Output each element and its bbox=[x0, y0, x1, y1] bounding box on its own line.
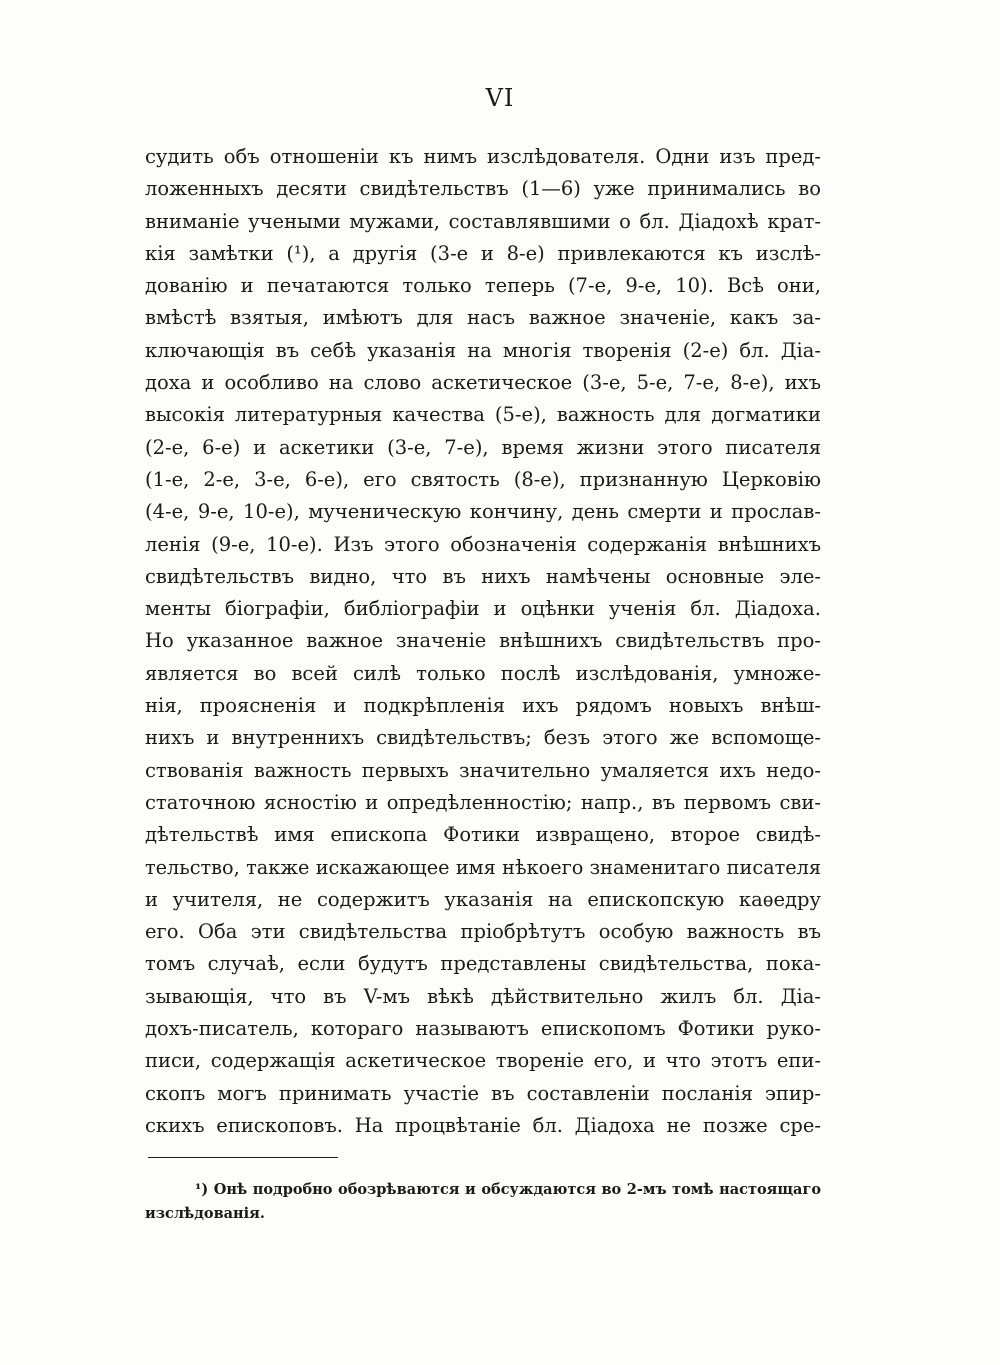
text-line: нія, проясненія и подкрѣпленія ихъ рядомъ новыхъ внѣш- bbox=[145, 694, 821, 718]
text-line: высокія литературныя качества (5-е), важность для догматики bbox=[145, 403, 821, 427]
text-line: (1-е, 2-е, 3-е, 6-е), его святость (8-е), признанную Церковію bbox=[145, 467, 821, 491]
text-line: скихъ епископовъ. На процвѣтаніе бл. Діадоха не позже сре- bbox=[145, 1113, 821, 1137]
page-number: VI bbox=[485, 84, 515, 112]
text-line: судить объ отношеніи къ нимъ изслѣдователя. Одни изъ пред- bbox=[145, 145, 821, 168]
text-line: писи, содержащія аскетическое твореніе его, и что этотъ епи- bbox=[145, 1049, 821, 1073]
footnote bbox=[145, 1178, 821, 1226]
text-line: его. Оба эти свидѣтельства пріобрѣтутъ особую важность въ bbox=[145, 920, 821, 944]
text-line: доха и особливо на слово аскетическое (3-е, 5-е, 7-е, 8-е), ихъ bbox=[145, 371, 821, 395]
text-line: ленія (9-е, 10-е). Изъ этого обозначенія содержанія внѣшнихъ bbox=[145, 532, 821, 556]
text-line: и учителя, не содержитъ указанія на епископскую каѳедру bbox=[145, 887, 821, 911]
text-line: скопъ могъ принимать участіе въ составленіи посланія эпир- bbox=[145, 1081, 821, 1105]
text-line: свидѣтельствъ видно, что въ нихъ намѣчены основные эле- bbox=[145, 564, 821, 588]
text-line: (4-е, 9-е, 10-е), мученическую кончину, день смерти и прослав- bbox=[145, 500, 821, 524]
footnote-line: ¹) Онѣ подробно обозрѣваются и обсуждаются во 2-мъ томѣ настоящаго bbox=[195, 1181, 821, 1198]
text-line: вниманіе учеными мужами, составлявшими о бл. Діадохѣ крат- bbox=[145, 209, 821, 233]
text-line: дохъ-писатель, котораго называютъ епископомъ Фотики руко- bbox=[145, 1017, 821, 1041]
text-line: (2-е, 6-е) и аскетики (3-е, 7-е), время жизни этого писателя bbox=[145, 435, 821, 459]
text-line: статочною ясностію и опредѣленностію; напр., въ первомъ сви- bbox=[145, 790, 821, 814]
text-line: вмѣстѣ взятыя, имѣютъ для насъ важное значеніе, какъ за- bbox=[145, 306, 821, 330]
text-line: нихъ и внутреннихъ свидѣтельствъ; безъ этого же вспомоще- bbox=[145, 726, 821, 750]
text-line: являетcя во всей силѣ только послѣ изслѣдованія, умноже- bbox=[145, 661, 821, 685]
body-text bbox=[145, 141, 821, 1142]
text-line: кія замѣтки (¹), а другія (3-е и 8-е) привлекаются къ изслѣ- bbox=[145, 241, 821, 265]
text-line: ложенныхъ десяти свидѣтельствъ (1—6) уже принимались во bbox=[145, 177, 821, 201]
text-line: томъ случаѣ, если будутъ представлены свидѣтельства, пока- bbox=[145, 952, 821, 976]
footnote-divider bbox=[148, 1157, 338, 1158]
text-line: тельство, также искажающее имя нѣкоего знаменитаго писателя bbox=[145, 855, 821, 879]
text-line: Но указанное важное значеніе внѣшнихъ свидѣтельствъ про- bbox=[145, 629, 821, 653]
text-line: дованію и печатаются только теперь (7-е, 9-е, 10). Всѣ они, bbox=[145, 274, 821, 298]
text-line: зывающія, что въ V-мъ вѣкѣ дѣйствительно жилъ бл. Діа- bbox=[145, 984, 821, 1008]
text-line: ключающія въ себѣ указанія на многія творенія (2-е) бл. Діа- bbox=[145, 338, 821, 362]
footnote-line: изслѣдованія. bbox=[145, 1205, 265, 1222]
text-line: ствованія важность первыхъ значительно умаляется ихъ недо- bbox=[145, 758, 821, 782]
text-line: дѣтельствѣ имя епископа Фотики извращено, второе свидѣ- bbox=[145, 823, 821, 847]
text-line: менты біографіи, библіографіи и оцѣнки ученія бл. Діадоха. bbox=[145, 597, 821, 621]
